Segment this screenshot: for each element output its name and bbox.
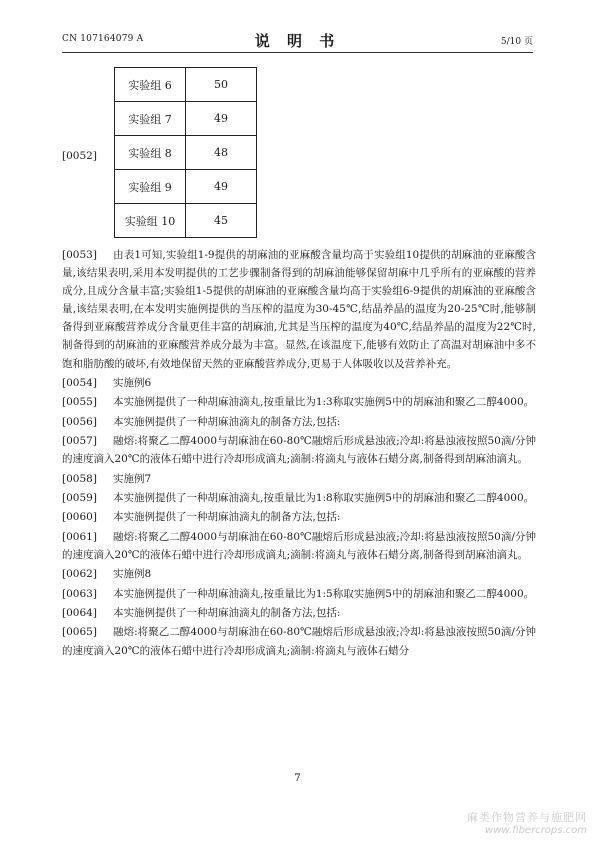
paragraph-number: [0064] <box>62 607 97 620</box>
paragraph <box>62 374 536 392</box>
paragraph <box>62 489 536 507</box>
paragraph-number: [0061] <box>62 530 97 543</box>
table-row <box>115 102 257 136</box>
paragraph <box>62 565 536 583</box>
paragraph-text: 实施例7 <box>113 472 152 485</box>
paragraph <box>62 432 536 468</box>
watermark-title: 麻类作物营养与施肥网 <box>467 811 587 824</box>
paragraph <box>62 604 536 622</box>
watermark <box>467 809 587 836</box>
table-cell-value: 49 <box>186 170 257 204</box>
paragraph-text: 本实施例提供了一种胡麻油滴丸,按重量比为1:5称取实施例5中的胡麻油和聚乙二醇4000。 <box>113 587 535 600</box>
paragraph-number: [0053] <box>62 249 97 261</box>
table-cell-value: 48 <box>186 136 257 170</box>
page-number: 7 <box>294 772 301 784</box>
paragraph-number: [0060] <box>62 511 97 524</box>
paragraph <box>62 528 536 564</box>
paragraph <box>62 623 536 659</box>
paragraph-text: 融熔:将聚乙二醇4000与胡麻油在60-80℃融熔后形成悬浊液;冷却:将悬浊液按照50滴/分钟的速度滴入20℃的液体石蜡中进行冷却形成滴丸;滴制:将滴丸与液体石蜡分离,制备得到胡麻油滴丸。 <box>62 530 536 561</box>
paragraph <box>62 246 536 373</box>
paragraph-text: 本实施例提供了一种胡麻油滴丸,按重量比为1:8称取实施例5中的胡麻油和聚乙二醇4000。 <box>113 492 535 504</box>
page-indicator: 5/10 页 <box>500 37 533 47</box>
table-cell-group: 实验组 8 <box>115 136 186 170</box>
table-row <box>115 170 257 204</box>
paragraph-text: 由表1可知,实验组1-9提供的胡麻油的亚麻酸含量均高于实验组10提供的胡麻油的亚麻酸含量,该结果表明,采用本发明提供的工艺步骤制备得到的胡麻油能够保留胡麻中几乎所有的亚麻酸的营养成分,且成分含量丰富;实验组1-5提供的胡麻油的亚麻酸含量均高于实验组6-9提供的胡麻油的亚麻酸含量,该结果表明,在本发明实施例提供的当压榨的温度为30-45℃,结晶养晶的温度为20-25℃时,能够制备得到亚麻酸营养成分含量更佳丰富的胡麻油,尤其是当压榨的温度为40℃,结晶养晶的温度为22℃时,制备得到的胡麻油的亚麻酸营养成分最为丰富。显然,在该温度下,能够有效防止了高温对胡麻油中多不饱和脂肪酸的破坏,有效地保留天然的亚麻酸营养成分,更易于人体吸收以及营养补充。 <box>62 249 536 370</box>
paragraph <box>62 393 536 411</box>
table-row <box>115 136 257 170</box>
paragraph-number: [0065] <box>62 626 97 639</box>
table-cell-value: 49 <box>186 102 257 136</box>
watermark-url: www.fibercrops.com <box>485 825 587 836</box>
table-cell-group: 实验组 10 <box>115 204 186 238</box>
table-cell-value: 50 <box>186 68 257 102</box>
document-number: CN 107164079 A <box>62 34 144 44</box>
paragraph-text: 本实施例提供了一种胡麻油滴丸的制备方法,包括: <box>113 511 341 524</box>
document-title: 说 明 书 <box>254 32 341 50</box>
paragraph <box>62 470 536 488</box>
table-cell-group: 实验组 7 <box>115 102 186 136</box>
paragraph-text: 本实施例提供了一种胡麻油滴丸的制备方法,包括: <box>113 607 341 620</box>
paragraph-text: 实施例8 <box>113 568 152 581</box>
paragraph-number: [0059] <box>62 492 97 504</box>
paragraph <box>62 585 536 603</box>
paragraph-number: [0056] <box>62 415 97 428</box>
paragraph-number: [0057] <box>62 435 97 448</box>
paragraph-text: 实施例6 <box>113 376 152 389</box>
paragraph-number: [0054] <box>62 376 97 389</box>
table-row <box>115 204 257 238</box>
paragraph-text: 本实施例提供了一种胡麻油滴丸,按重量比为1:3称取实施例5中的胡麻油和聚乙二醇4000。 <box>113 396 535 409</box>
table-cell-value: 45 <box>186 204 257 238</box>
paragraph <box>62 413 536 431</box>
results-table-container <box>114 67 257 238</box>
paragraph-number: [0062] <box>62 568 97 581</box>
results-table <box>114 67 257 238</box>
document-body <box>62 246 536 661</box>
table-cell-group: 实验组 9 <box>115 170 186 204</box>
table-cell-group: 实验组 6 <box>115 68 186 102</box>
paragraph-text: 本实施例提供了一种胡麻油滴丸的制备方法,包括: <box>113 415 341 428</box>
table-paragraph-number: [0052] <box>62 150 97 162</box>
table-row <box>115 68 257 102</box>
paragraph-number: [0063] <box>62 587 97 600</box>
paragraph-number: [0058] <box>62 472 97 485</box>
paragraph-text: 融熔:将聚乙二醇4000与胡麻油在60-80℃融熔后形成悬浊液;冷却:将悬浊液按照50滴/分钟的速度滴入20℃的液体石蜡中进行冷却形成滴丸;滴制:将滴丸与液体石蜡分离,制备得到胡麻油滴丸。 <box>62 435 536 466</box>
page-header <box>62 30 533 50</box>
paragraph-text: 融熔:将聚乙二醇4000与胡麻油在60-80℃融熔后形成悬浊液;冷却:将悬浊液按照50滴/分钟的速度滴入20℃的液体石蜡中进行冷却形成滴丸;滴制:将滴丸与液体石蜡分 <box>62 626 536 657</box>
header-divider <box>62 52 533 53</box>
paragraph-number: [0055] <box>62 396 97 409</box>
paragraph <box>62 508 536 526</box>
